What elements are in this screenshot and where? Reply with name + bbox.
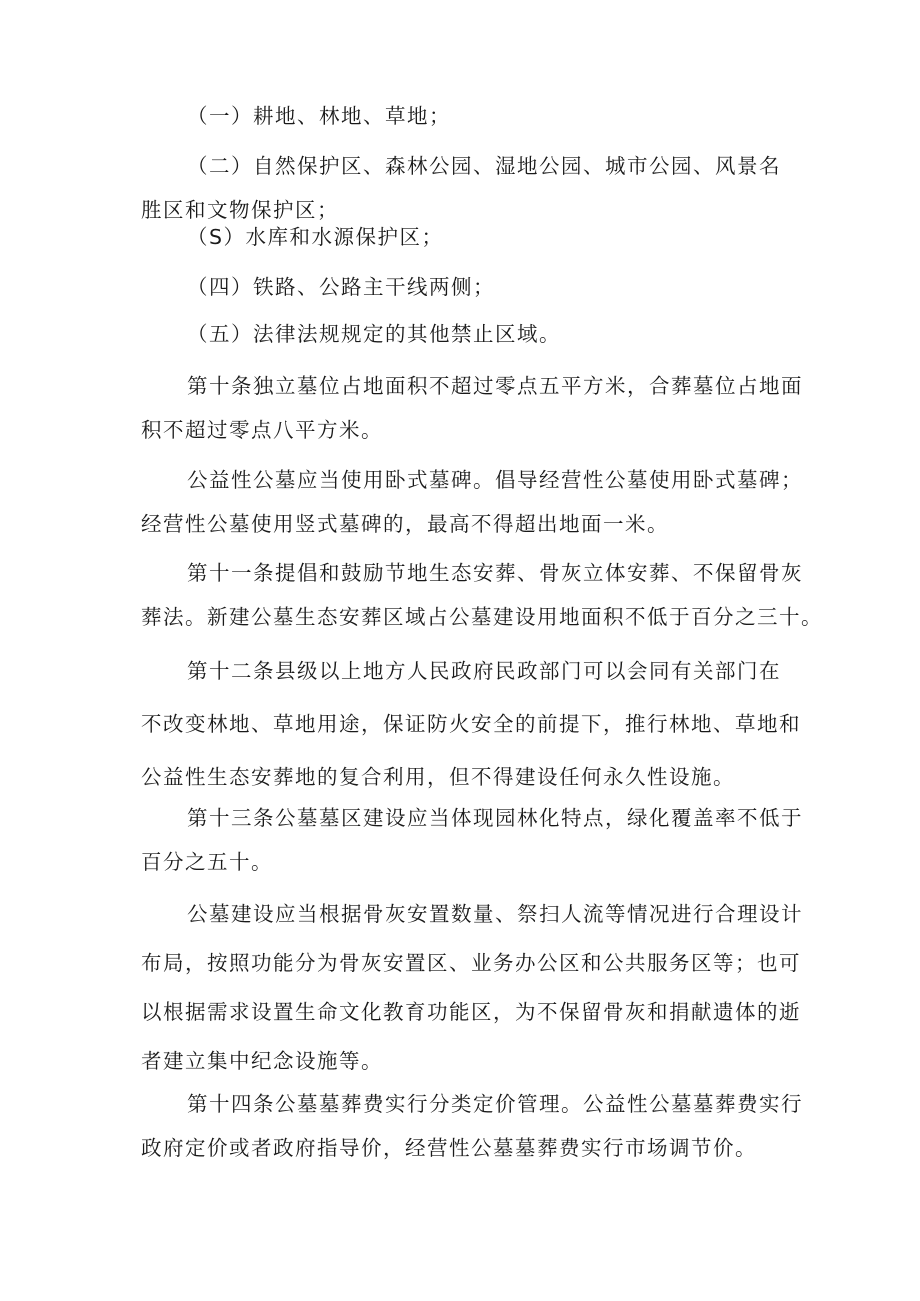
text-line: 政府定价或者政府指导价，经营性公墓墓葬费实行市场调节价。 — [141, 1136, 757, 1160]
paragraph-list-item-1 — [141, 94, 791, 138]
article-10-paragraph-2 — [141, 458, 803, 546]
text-line: （四）铁路、公路主干线两侧； — [187, 275, 495, 299]
paragraph-list-item-3 — [141, 215, 791, 259]
article-12 — [141, 649, 801, 799]
text-line: 者建立集中纪念设施等。 — [141, 1049, 383, 1073]
article-13 — [141, 796, 803, 884]
text-line: 第十一条提倡和鼓励节地生态安葬、骨灰立体安葬、不保留骨灰 — [187, 561, 803, 585]
text-line: 葬法。新建公墓生态安葬区域占公墓建设用地面积不低于百分之三十。 — [141, 605, 823, 629]
text-line: （五）法律法规规定的其他禁止区域。 — [187, 322, 561, 346]
text-line: 公益性公墓应当使用卧式墓碑。倡导经营性公墓使用卧式墓碑； — [187, 468, 803, 492]
text-line: 经营性公墓使用竖式墓碑的，最高不得超出地面一米。 — [141, 512, 669, 536]
text-line: 布局，按照功能分为骨灰安置区、业务办公区和公共服务区等；也可 — [141, 951, 801, 975]
text-line: （二）自然保护区、森林公园、湿地公园、城市公园、风景名 — [187, 154, 781, 178]
text-line: （一）耕地、林地、草地； — [187, 104, 451, 128]
paragraph-list-item-4 — [141, 265, 791, 309]
text-line: 公益性生态安葬地的复合利用，但不得建设任何永久性设施。 — [141, 765, 735, 789]
article-10 — [141, 364, 803, 452]
text-line: 以根据需求设置生命文化教育功能区，为不保留骨灰和捐献遗体的逝 — [141, 1000, 801, 1024]
paragraph-list-item-5 — [141, 312, 791, 356]
article-14 — [141, 1082, 803, 1170]
text-line: 第十条独立墓位占地面积不超过零点五平方米，合葬墓位占地面 — [187, 374, 803, 398]
text-line: （S）水库和水源保护区； — [187, 225, 444, 249]
article-11 — [141, 551, 823, 639]
article-13-paragraph-2 — [141, 892, 803, 1083]
text-line: 第十二条县级以上地方人民政府民政部门可以会同有关部门在 — [187, 659, 781, 683]
text-line: 积不超过零点八平方米。 — [141, 418, 383, 442]
text-line: 第十三条公墓墓区建设应当体现园林化特点，绿化覆盖率不低于 — [187, 806, 803, 830]
text-line: 第十四条公墓墓葬费实行分类定价管理。公益性公墓墓葬费实行 — [187, 1092, 803, 1116]
text-line: 百分之五十。 — [141, 850, 273, 874]
text-line: 公墓建设应当根据骨灰安置数量、祭扫人流等情况进行合理设计 — [187, 902, 803, 926]
text-line: 胜区和文物保护区； — [141, 198, 339, 222]
text-line: 不改变林地、草地用途，保证防火安全的前提下，推行林地、草地和 — [141, 712, 801, 736]
